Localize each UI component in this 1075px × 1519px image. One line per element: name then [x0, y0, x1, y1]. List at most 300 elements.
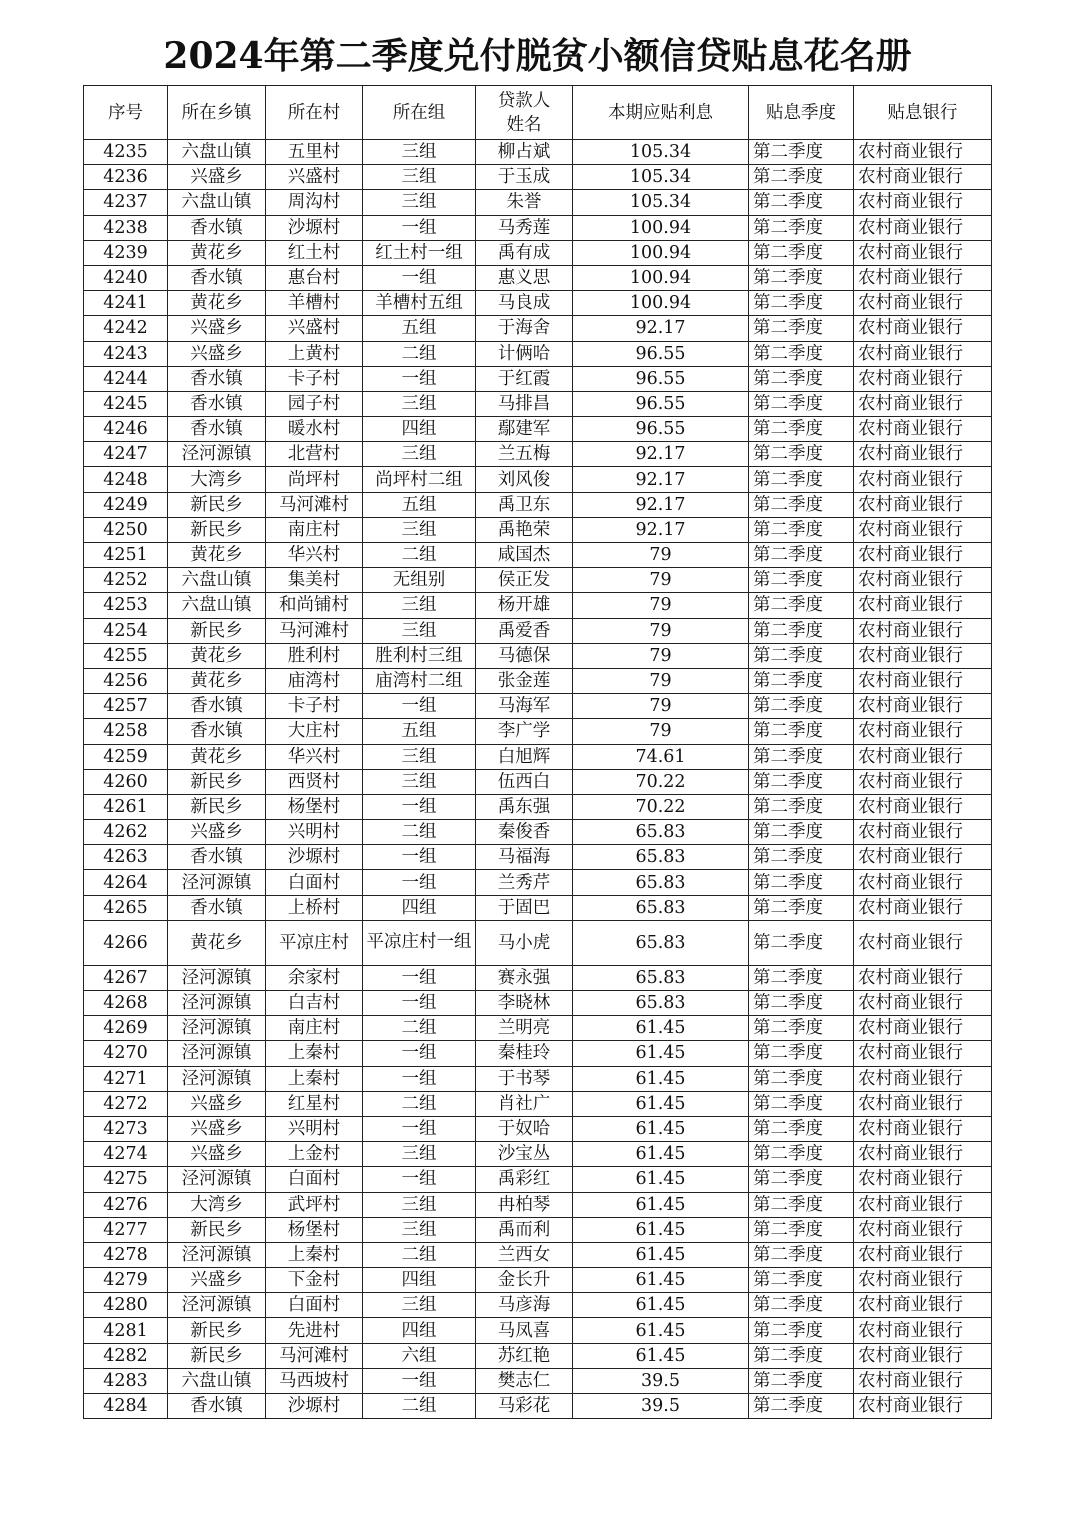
table-row	[84, 1142, 992, 1167]
group-cell: 红土村一组	[363, 240, 476, 265]
interest-cell: 61.45	[573, 1268, 749, 1293]
village-cell: 先进村	[266, 1318, 363, 1343]
interest-cell: 96.55	[573, 366, 749, 391]
borrower-name-cell: 秦桂玲	[476, 1041, 573, 1066]
borrower-name-cell: 金长升	[476, 1268, 573, 1293]
group-cell: 一组	[363, 1041, 476, 1066]
quarter-cell: 第二季度	[749, 391, 854, 416]
quarter-cell: 第二季度	[749, 1242, 854, 1267]
village-cell: 暖水村	[266, 417, 363, 442]
village-cell: 武坪村	[266, 1192, 363, 1217]
bank-cell: 农村商业银行	[854, 694, 992, 719]
group-cell: 羊槽村五组	[363, 291, 476, 316]
village-cell: 大庄村	[266, 719, 363, 744]
group-cell: 四组	[363, 1318, 476, 1343]
header-interest: 本期应贴利息	[573, 86, 749, 140]
village-cell: 五里村	[266, 140, 363, 165]
borrower-name-cell: 冉柏琴	[476, 1192, 573, 1217]
group-cell: 一组	[363, 1116, 476, 1141]
bank-cell: 农村商业银行	[854, 1394, 992, 1419]
table-row	[84, 417, 992, 442]
bank-cell: 农村商业银行	[854, 240, 992, 265]
borrower-name-cell: 白旭辉	[476, 744, 573, 769]
quarter-cell: 第二季度	[749, 366, 854, 391]
village-cell: 红土村	[266, 240, 363, 265]
township-cell: 兴盛乡	[168, 1091, 266, 1116]
quarter-cell: 第二季度	[749, 1318, 854, 1343]
serial-cell: 4276	[84, 1192, 168, 1217]
village-cell: 兴明村	[266, 1116, 363, 1141]
table-row	[84, 265, 992, 290]
group-cell: 一组	[363, 366, 476, 391]
interest-cell: 61.45	[573, 1343, 749, 1368]
quarter-cell: 第二季度	[749, 341, 854, 366]
quarter-cell: 第二季度	[749, 991, 854, 1016]
interest-cell: 96.55	[573, 417, 749, 442]
quarter-cell: 第二季度	[749, 1066, 854, 1091]
bank-cell: 农村商业银行	[854, 341, 992, 366]
group-cell: 三组	[363, 1217, 476, 1242]
borrower-name-cell: 苏红艳	[476, 1343, 573, 1368]
interest-cell: 79	[573, 694, 749, 719]
township-cell: 泾河源镇	[168, 1066, 266, 1091]
interest-cell: 61.45	[573, 1091, 749, 1116]
interest-cell: 65.83	[573, 991, 749, 1016]
table-row	[84, 517, 992, 542]
township-cell: 泾河源镇	[168, 965, 266, 990]
interest-cell: 105.34	[573, 140, 749, 165]
bank-cell: 农村商业银行	[854, 366, 992, 391]
village-cell: 羊槽村	[266, 291, 363, 316]
table-row	[84, 341, 992, 366]
group-cell: 六组	[363, 1343, 476, 1368]
table-row	[84, 870, 992, 895]
quarter-cell: 第二季度	[749, 845, 854, 870]
serial-cell: 4240	[84, 265, 168, 290]
table-row	[84, 1343, 992, 1368]
bank-cell: 农村商业银行	[854, 820, 992, 845]
serial-cell: 4248	[84, 467, 168, 492]
village-cell: 上金村	[266, 1142, 363, 1167]
quarter-cell: 第二季度	[749, 568, 854, 593]
village-cell: 庙湾村	[266, 668, 363, 693]
village-cell: 马西坡村	[266, 1368, 363, 1393]
township-cell: 黄花乡	[168, 744, 266, 769]
quarter-cell: 第二季度	[749, 316, 854, 341]
interest-cell: 61.45	[573, 1041, 749, 1066]
table-row	[84, 1394, 992, 1419]
quarter-cell: 第二季度	[749, 1016, 854, 1041]
village-cell: 平凉庄村	[266, 920, 363, 965]
township-cell: 新民乡	[168, 794, 266, 819]
table-row	[84, 920, 992, 965]
borrower-name-cell: 禹东强	[476, 794, 573, 819]
borrower-name-cell: 兰西女	[476, 1242, 573, 1267]
bank-cell: 农村商业银行	[854, 140, 992, 165]
serial-cell: 4274	[84, 1142, 168, 1167]
group-cell: 三组	[363, 1142, 476, 1167]
group-cell: 平凉庄村一组	[363, 920, 476, 965]
table-row	[84, 442, 992, 467]
township-cell: 六盘山镇	[168, 190, 266, 215]
borrower-name-cell: 禹而利	[476, 1217, 573, 1242]
borrower-name-cell: 禹艳荣	[476, 517, 573, 542]
village-cell: 卡子村	[266, 694, 363, 719]
quarter-cell: 第二季度	[749, 265, 854, 290]
serial-cell: 4270	[84, 1041, 168, 1066]
village-cell: 红星村	[266, 1091, 363, 1116]
bank-cell: 农村商业银行	[854, 920, 992, 965]
table-row	[84, 794, 992, 819]
serial-cell: 4278	[84, 1242, 168, 1267]
table-row	[84, 719, 992, 744]
borrower-name-cell: 肖社广	[476, 1091, 573, 1116]
group-cell: 二组	[363, 1091, 476, 1116]
interest-cell: 65.83	[573, 920, 749, 965]
table-row	[84, 366, 992, 391]
village-cell: 马河滩村	[266, 618, 363, 643]
bank-cell: 农村商业银行	[854, 1041, 992, 1066]
borrower-name-cell: 于固巴	[476, 895, 573, 920]
borrower-name-cell: 惠义思	[476, 265, 573, 290]
bank-cell: 农村商业银行	[854, 1066, 992, 1091]
township-cell: 黄花乡	[168, 920, 266, 965]
township-cell: 黄花乡	[168, 668, 266, 693]
interest-cell: 100.94	[573, 291, 749, 316]
quarter-cell: 第二季度	[749, 1217, 854, 1242]
bank-cell: 农村商业银行	[854, 467, 992, 492]
serial-cell: 4255	[84, 643, 168, 668]
quarter-cell: 第二季度	[749, 1368, 854, 1393]
township-cell: 香水镇	[168, 391, 266, 416]
table-row	[84, 1293, 992, 1318]
serial-cell: 4256	[84, 668, 168, 693]
table-row	[84, 1242, 992, 1267]
township-cell: 香水镇	[168, 417, 266, 442]
interest-cell: 65.83	[573, 965, 749, 990]
serial-cell: 4245	[84, 391, 168, 416]
bank-cell: 农村商业银行	[854, 1293, 992, 1318]
serial-cell: 4246	[84, 417, 168, 442]
borrower-name-cell: 禹卫东	[476, 492, 573, 517]
bank-cell: 农村商业银行	[854, 492, 992, 517]
borrower-name-cell: 马彦海	[476, 1293, 573, 1318]
township-cell: 香水镇	[168, 1394, 266, 1419]
interest-cell: 79	[573, 543, 749, 568]
borrower-name-cell: 鄢建军	[476, 417, 573, 442]
village-cell: 卡子村	[266, 366, 363, 391]
village-cell: 白吉村	[266, 991, 363, 1016]
quarter-cell: 第二季度	[749, 291, 854, 316]
table-row	[84, 1116, 992, 1141]
interest-cell: 61.45	[573, 1142, 749, 1167]
borrower-name-cell: 兰秀芹	[476, 870, 573, 895]
interest-cell: 92.17	[573, 442, 749, 467]
table-row	[84, 744, 992, 769]
bank-cell: 农村商业银行	[854, 417, 992, 442]
quarter-cell: 第二季度	[749, 492, 854, 517]
header-bank: 贴息银行	[854, 86, 992, 140]
bank-cell: 农村商业银行	[854, 215, 992, 240]
group-cell: 一组	[363, 845, 476, 870]
group-cell: 四组	[363, 1268, 476, 1293]
interest-cell: 79	[573, 568, 749, 593]
borrower-name-cell: 马彩花	[476, 1394, 573, 1419]
serial-cell: 4260	[84, 769, 168, 794]
interest-cell: 79	[573, 618, 749, 643]
group-cell: 三组	[363, 165, 476, 190]
group-cell: 一组	[363, 794, 476, 819]
bank-cell: 农村商业银行	[854, 165, 992, 190]
borrower-name-cell: 刘风俊	[476, 467, 573, 492]
interest-cell: 70.22	[573, 794, 749, 819]
village-cell: 周沟村	[266, 190, 363, 215]
bank-cell: 农村商业银行	[854, 719, 992, 744]
group-cell: 二组	[363, 1394, 476, 1419]
group-cell: 一组	[363, 1066, 476, 1091]
bank-cell: 农村商业银行	[854, 643, 992, 668]
header-quarter: 贴息季度	[749, 86, 854, 140]
interest-cell: 65.83	[573, 895, 749, 920]
serial-cell: 4250	[84, 517, 168, 542]
bank-cell: 农村商业银行	[854, 1268, 992, 1293]
table-row	[84, 190, 992, 215]
township-cell: 新民乡	[168, 1318, 266, 1343]
serial-cell: 4237	[84, 190, 168, 215]
village-cell: 上秦村	[266, 1066, 363, 1091]
village-cell: 杨堡村	[266, 1217, 363, 1242]
bank-cell: 农村商业银行	[854, 744, 992, 769]
table-row	[84, 820, 992, 845]
borrower-name-cell: 于玉成	[476, 165, 573, 190]
bank-cell: 农村商业银行	[854, 291, 992, 316]
township-cell: 新民乡	[168, 769, 266, 794]
township-cell: 泾河源镇	[168, 1041, 266, 1066]
bank-cell: 农村商业银行	[854, 870, 992, 895]
quarter-cell: 第二季度	[749, 543, 854, 568]
quarter-cell: 第二季度	[749, 190, 854, 215]
bank-cell: 农村商业银行	[854, 543, 992, 568]
interest-cell: 92.17	[573, 467, 749, 492]
township-cell: 黄花乡	[168, 240, 266, 265]
township-cell: 泾河源镇	[168, 442, 266, 467]
group-cell: 三组	[363, 744, 476, 769]
table-row	[84, 140, 992, 165]
bank-cell: 农村商业银行	[854, 1368, 992, 1393]
serial-cell: 4236	[84, 165, 168, 190]
group-cell: 三组	[363, 140, 476, 165]
village-cell: 上桥村	[266, 895, 363, 920]
interest-cell: 100.94	[573, 240, 749, 265]
interest-cell: 92.17	[573, 517, 749, 542]
serial-cell: 4253	[84, 593, 168, 618]
table-row	[84, 668, 992, 693]
bank-cell: 农村商业银行	[854, 190, 992, 215]
village-cell: 兴盛村	[266, 316, 363, 341]
serial-cell: 4261	[84, 794, 168, 819]
serial-cell: 4249	[84, 492, 168, 517]
table-row	[84, 1318, 992, 1343]
group-cell: 三组	[363, 769, 476, 794]
township-cell: 泾河源镇	[168, 1167, 266, 1192]
township-cell: 泾河源镇	[168, 1293, 266, 1318]
quarter-cell: 第二季度	[749, 1343, 854, 1368]
bank-cell: 农村商业银行	[854, 1142, 992, 1167]
group-cell: 三组	[363, 618, 476, 643]
township-cell: 泾河源镇	[168, 991, 266, 1016]
serial-cell: 4254	[84, 618, 168, 643]
bank-cell: 农村商业银行	[854, 1016, 992, 1041]
quarter-cell: 第二季度	[749, 920, 854, 965]
group-cell: 三组	[363, 190, 476, 215]
quarter-cell: 第二季度	[749, 442, 854, 467]
township-cell: 兴盛乡	[168, 165, 266, 190]
village-cell: 沙塬村	[266, 845, 363, 870]
group-cell: 四组	[363, 895, 476, 920]
township-cell: 兴盛乡	[168, 316, 266, 341]
header-group: 所在组	[363, 86, 476, 140]
interest-cell: 96.55	[573, 391, 749, 416]
township-cell: 香水镇	[168, 845, 266, 870]
serial-cell: 4269	[84, 1016, 168, 1041]
table-row	[84, 1016, 992, 1041]
serial-cell: 4263	[84, 845, 168, 870]
group-cell: 二组	[363, 543, 476, 568]
borrower-name-cell: 马德保	[476, 643, 573, 668]
group-cell: 三组	[363, 391, 476, 416]
borrower-name-cell: 马良成	[476, 291, 573, 316]
table-row	[84, 1167, 992, 1192]
table-row	[84, 1217, 992, 1242]
village-cell: 上秦村	[266, 1242, 363, 1267]
group-cell: 二组	[363, 341, 476, 366]
group-cell: 尚坪村二组	[363, 467, 476, 492]
borrower-name-cell: 朱誉	[476, 190, 573, 215]
serial-cell: 4271	[84, 1066, 168, 1091]
serial-cell: 4258	[84, 719, 168, 744]
group-cell: 三组	[363, 593, 476, 618]
quarter-cell: 第二季度	[749, 1091, 854, 1116]
quarter-cell: 第二季度	[749, 895, 854, 920]
group-cell: 三组	[363, 1293, 476, 1318]
village-cell: 下金村	[266, 1268, 363, 1293]
bank-cell: 农村商业银行	[854, 845, 992, 870]
borrower-name-cell: 马排昌	[476, 391, 573, 416]
borrower-name-cell: 于红霞	[476, 366, 573, 391]
interest-cell: 92.17	[573, 316, 749, 341]
table-row	[84, 165, 992, 190]
serial-cell: 4264	[84, 870, 168, 895]
interest-cell: 61.45	[573, 1318, 749, 1343]
township-cell: 六盘山镇	[168, 1368, 266, 1393]
borrower-name-cell: 张金莲	[476, 668, 573, 693]
serial-cell: 4235	[84, 140, 168, 165]
borrower-name-cell: 伍西白	[476, 769, 573, 794]
serial-cell: 4272	[84, 1091, 168, 1116]
interest-cell: 39.5	[573, 1368, 749, 1393]
township-cell: 泾河源镇	[168, 870, 266, 895]
township-cell: 兴盛乡	[168, 1142, 266, 1167]
village-cell: 惠台村	[266, 265, 363, 290]
group-cell: 一组	[363, 215, 476, 240]
quarter-cell: 第二季度	[749, 694, 854, 719]
bank-cell: 农村商业银行	[854, 391, 992, 416]
table-row	[84, 568, 992, 593]
borrower-name-cell: 马福海	[476, 845, 573, 870]
serial-cell: 4257	[84, 694, 168, 719]
bank-cell: 农村商业银行	[854, 618, 992, 643]
serial-cell: 4238	[84, 215, 168, 240]
township-cell: 香水镇	[168, 215, 266, 240]
group-cell: 一组	[363, 1167, 476, 1192]
serial-cell: 4273	[84, 1116, 168, 1141]
village-cell: 马河滩村	[266, 1343, 363, 1368]
interest-cell: 61.45	[573, 1293, 749, 1318]
document-title: 2024年第二季度兑付脱贫小额信贷贴息花名册	[163, 35, 912, 77]
bank-cell: 农村商业银行	[854, 965, 992, 990]
quarter-cell: 第二季度	[749, 140, 854, 165]
serial-cell: 4266	[84, 920, 168, 965]
interest-cell: 61.45	[573, 1242, 749, 1267]
borrower-name-cell: 李晓林	[476, 991, 573, 1016]
interest-cell: 61.45	[573, 1192, 749, 1217]
group-cell: 三组	[363, 517, 476, 542]
quarter-cell: 第二季度	[749, 965, 854, 990]
borrower-name-cell: 计俩哈	[476, 341, 573, 366]
header-township: 所在乡镇	[168, 86, 266, 140]
township-cell: 香水镇	[168, 895, 266, 920]
table-row	[84, 391, 992, 416]
serial-cell: 4279	[84, 1268, 168, 1293]
serial-cell: 4241	[84, 291, 168, 316]
interest-cell: 105.34	[573, 165, 749, 190]
borrower-name-cell: 马海军	[476, 694, 573, 719]
group-cell: 一组	[363, 1368, 476, 1393]
bank-cell: 农村商业银行	[854, 1116, 992, 1141]
interest-cell: 65.83	[573, 870, 749, 895]
village-cell: 沙塬村	[266, 1394, 363, 1419]
table-row	[84, 215, 992, 240]
serial-cell: 4281	[84, 1318, 168, 1343]
bank-cell: 农村商业银行	[854, 568, 992, 593]
table-row	[84, 543, 992, 568]
borrower-name-cell: 于奴哈	[476, 1116, 573, 1141]
township-cell: 香水镇	[168, 366, 266, 391]
group-cell: 无组别	[363, 568, 476, 593]
township-cell: 黄花乡	[168, 291, 266, 316]
serial-cell: 4247	[84, 442, 168, 467]
township-cell: 新民乡	[168, 492, 266, 517]
group-cell: 二组	[363, 1016, 476, 1041]
township-cell: 泾河源镇	[168, 1242, 266, 1267]
group-cell: 五组	[363, 316, 476, 341]
township-cell: 泾河源镇	[168, 1016, 266, 1041]
quarter-cell: 第二季度	[749, 215, 854, 240]
bank-cell: 农村商业银行	[854, 593, 992, 618]
table-row	[84, 965, 992, 990]
group-cell: 三组	[363, 442, 476, 467]
township-cell: 兴盛乡	[168, 820, 266, 845]
borrower-name-cell: 马小虎	[476, 920, 573, 965]
borrower-name-cell: 马凤喜	[476, 1318, 573, 1343]
serial-cell: 4244	[84, 366, 168, 391]
borrower-name-cell: 沙宝丛	[476, 1142, 573, 1167]
village-cell: 马河滩村	[266, 492, 363, 517]
serial-cell: 4242	[84, 316, 168, 341]
table-row	[84, 694, 992, 719]
quarter-cell: 第二季度	[749, 165, 854, 190]
table-row	[84, 1066, 992, 1091]
